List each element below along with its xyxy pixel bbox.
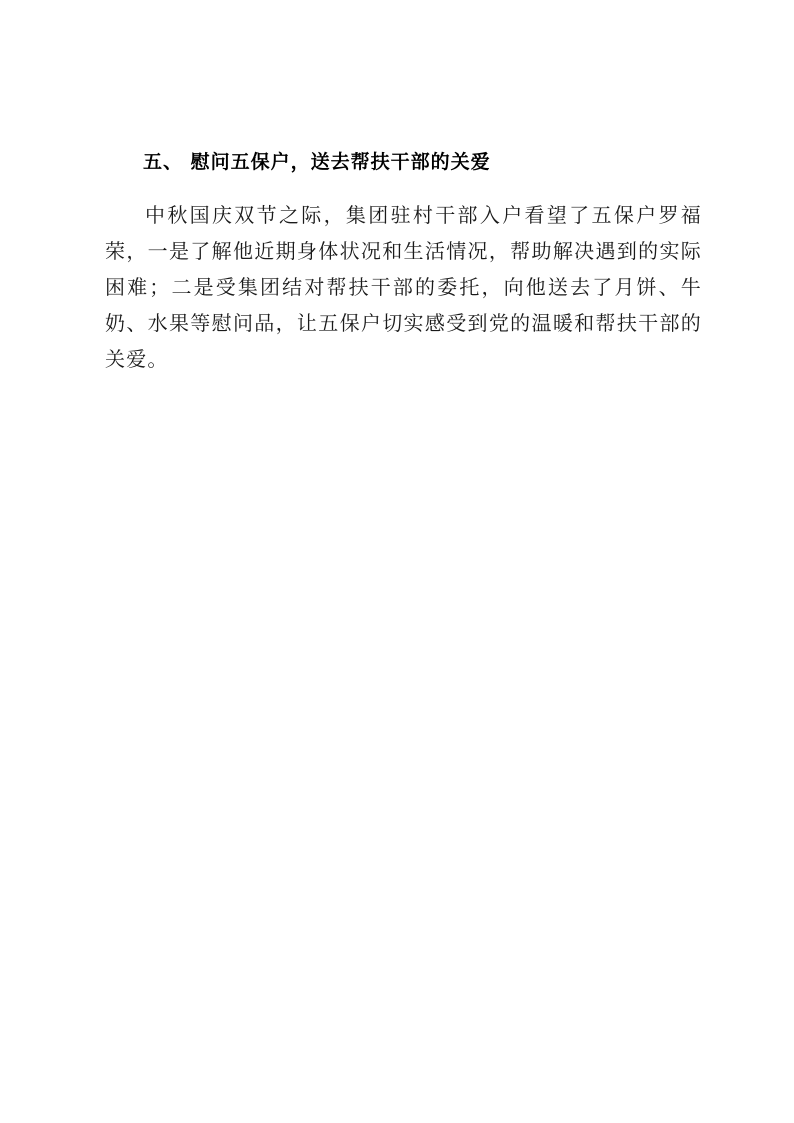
- body-paragraph: 中秋国庆双节之际，集团驻村干部入户看望了五保户罗福荣，一是了解他近期身体状况和生活情况，帮助解决遇到的实际困难；二是受集团结对帮扶干部的委托，向他送去了月饼、牛奶、水果等慰问品，让五保户切实感受到党的温暖和帮扶干部的关爱。: [105, 203, 702, 371]
- section-heading: 五、 慰问五保户，送去帮扶干部的关爱: [143, 151, 491, 173]
